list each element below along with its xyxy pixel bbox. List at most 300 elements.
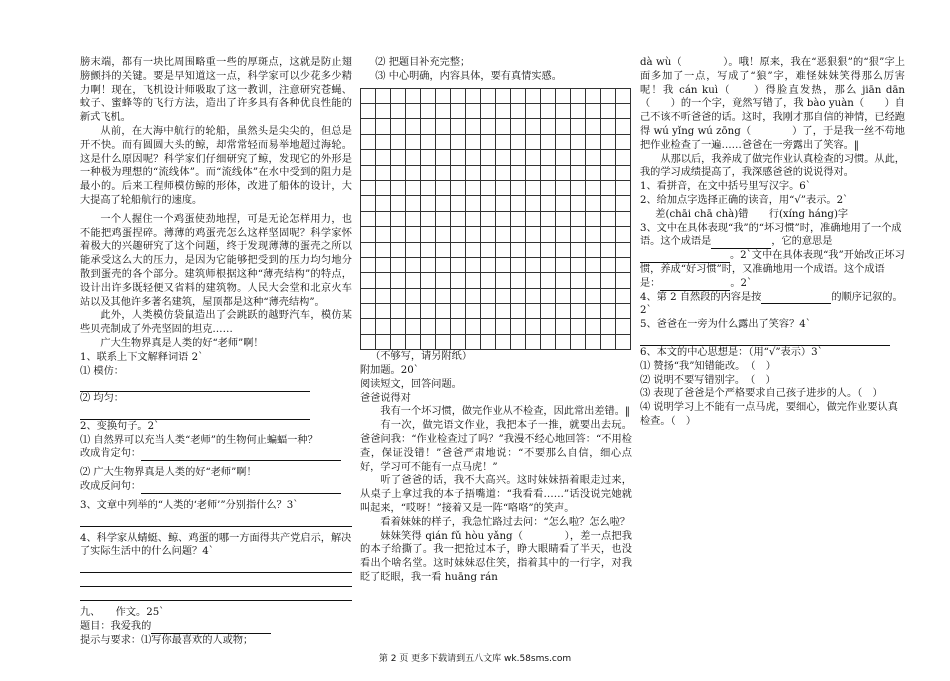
grid-cell[interactable] [481, 288, 496, 303]
grid-cell[interactable] [511, 227, 526, 242]
grid-cell[interactable] [466, 319, 481, 334]
answer-line[interactable] [80, 409, 310, 420]
grid-cell[interactable] [466, 257, 481, 272]
grid-cell[interactable] [481, 211, 496, 226]
grid-cell[interactable] [601, 134, 616, 149]
grid-cell[interactable] [616, 257, 631, 272]
grid-cell[interactable] [436, 288, 451, 303]
answer-line[interactable] [80, 381, 310, 392]
grid-cell[interactable] [496, 196, 511, 211]
grid-cell[interactable] [406, 88, 421, 103]
grid-cell[interactable] [361, 211, 376, 226]
grid-cell[interactable] [391, 334, 406, 349]
grid-cell[interactable] [541, 304, 556, 319]
grid-cell[interactable] [496, 319, 511, 334]
grid-cell[interactable] [511, 196, 526, 211]
grid-cell[interactable] [376, 334, 391, 349]
grid-cell[interactable] [451, 103, 466, 118]
grid-cell[interactable] [436, 257, 451, 272]
grid-cell[interactable] [361, 334, 376, 349]
grid-cell[interactable] [496, 273, 511, 288]
grid-cell[interactable] [526, 273, 541, 288]
grid-cell[interactable] [481, 180, 496, 195]
grid-cell[interactable] [406, 196, 421, 211]
grid-cell[interactable] [421, 304, 436, 319]
grid-cell[interactable] [481, 227, 496, 242]
grid-cell[interactable] [436, 304, 451, 319]
grid-cell[interactable] [406, 304, 421, 319]
grid-cell[interactable] [376, 242, 391, 257]
grid-cell[interactable] [421, 180, 436, 195]
grid-cell[interactable] [511, 165, 526, 180]
grid-cell[interactable] [451, 150, 466, 165]
grid-cell[interactable] [451, 119, 466, 134]
grid-cell[interactable] [586, 288, 601, 303]
grid-cell[interactable] [496, 180, 511, 195]
grid-cell[interactable] [496, 165, 511, 180]
grid-cell[interactable] [571, 257, 586, 272]
grid-cell[interactable] [466, 88, 481, 103]
grid-cell[interactable] [481, 165, 496, 180]
grid-cell[interactable] [616, 196, 631, 211]
grid-cell[interactable] [406, 288, 421, 303]
grid-cell[interactable] [481, 242, 496, 257]
grid-cell[interactable] [511, 288, 526, 303]
grid-cell[interactable] [571, 103, 586, 118]
grid-cell[interactable] [556, 150, 571, 165]
grid-cell[interactable] [586, 242, 601, 257]
title-blank[interactable] [151, 623, 271, 634]
grid-cell[interactable] [406, 227, 421, 242]
grid-cell[interactable] [496, 134, 511, 149]
grid-cell[interactable] [541, 227, 556, 242]
grid-cell[interactable] [586, 304, 601, 319]
grid-cell[interactable] [571, 134, 586, 149]
grid-cell[interactable] [511, 103, 526, 118]
grid-cell[interactable] [361, 165, 376, 180]
grid-cell[interactable] [511, 150, 526, 165]
answer-line[interactable] [711, 238, 771, 249]
grid-cell[interactable] [511, 304, 526, 319]
grid-cell[interactable] [376, 88, 391, 103]
grid-cell[interactable] [571, 88, 586, 103]
answer-line[interactable] [80, 513, 352, 527]
grid-cell[interactable] [391, 304, 406, 319]
grid-cell[interactable] [376, 134, 391, 149]
grid-cell[interactable] [496, 211, 511, 226]
grid-cell[interactable] [406, 273, 421, 288]
grid-cell[interactable] [616, 273, 631, 288]
grid-cell[interactable] [406, 119, 421, 134]
grid-cell[interactable] [556, 288, 571, 303]
grid-cell[interactable] [601, 88, 616, 103]
grid-cell[interactable] [481, 134, 496, 149]
grid-cell[interactable] [451, 211, 466, 226]
grid-cell[interactable] [526, 196, 541, 211]
grid-cell[interactable] [496, 227, 511, 242]
grid-cell[interactable] [526, 119, 541, 134]
grid-cell[interactable] [496, 242, 511, 257]
answer-line[interactable] [660, 280, 730, 291]
grid-cell[interactable] [541, 211, 556, 226]
grid-cell[interactable] [376, 103, 391, 118]
grid-cell[interactable] [421, 227, 436, 242]
grid-cell[interactable] [451, 165, 466, 180]
grid-cell[interactable] [376, 227, 391, 242]
grid-cell[interactable] [556, 227, 571, 242]
grid-cell[interactable] [436, 103, 451, 118]
grid-cell[interactable] [451, 273, 466, 288]
grid-cell[interactable] [466, 165, 481, 180]
grid-cell[interactable] [556, 242, 571, 257]
grid-cell[interactable] [361, 319, 376, 334]
answer-line[interactable] [141, 483, 341, 494]
grid-cell[interactable] [466, 180, 481, 195]
grid-cell[interactable] [496, 103, 511, 118]
grid-cell[interactable] [541, 257, 556, 272]
grid-cell[interactable] [391, 211, 406, 226]
grid-cell[interactable] [601, 165, 616, 180]
grid-cell[interactable] [376, 119, 391, 134]
grid-cell[interactable] [376, 288, 391, 303]
grid-cell[interactable] [466, 196, 481, 211]
grid-cell[interactable] [526, 150, 541, 165]
grid-cell[interactable] [541, 134, 556, 149]
grid-cell[interactable] [361, 88, 376, 103]
grid-cell[interactable] [391, 227, 406, 242]
grid-cell[interactable] [541, 180, 556, 195]
grid-cell[interactable] [361, 103, 376, 118]
grid-cell[interactable] [511, 180, 526, 195]
grid-cell[interactable] [451, 257, 466, 272]
grid-cell[interactable] [586, 119, 601, 134]
grid-cell[interactable] [571, 288, 586, 303]
grid-cell[interactable] [406, 180, 421, 195]
grid-cell[interactable] [526, 88, 541, 103]
grid-cell[interactable] [616, 211, 631, 226]
grid-cell[interactable] [571, 319, 586, 334]
grid-cell[interactable] [616, 288, 631, 303]
grid-cell[interactable] [406, 319, 421, 334]
grid-cell[interactable] [586, 103, 601, 118]
grid-cell[interactable] [361, 273, 376, 288]
grid-cell[interactable] [571, 180, 586, 195]
grid-cell[interactable] [406, 150, 421, 165]
grid-cell[interactable] [421, 242, 436, 257]
grid-cell[interactable] [361, 288, 376, 303]
grid-cell[interactable] [556, 304, 571, 319]
grid-cell[interactable] [511, 257, 526, 272]
grid-cell[interactable] [376, 150, 391, 165]
grid-cell[interactable] [586, 227, 601, 242]
grid-cell[interactable] [421, 273, 436, 288]
grid-cell[interactable] [616, 134, 631, 149]
grid-cell[interactable] [571, 196, 586, 211]
grid-cell[interactable] [496, 304, 511, 319]
grid-cell[interactable] [391, 88, 406, 103]
grid-cell[interactable] [571, 119, 586, 134]
grid-cell[interactable] [421, 319, 436, 334]
grid-cell[interactable] [436, 211, 451, 226]
grid-cell[interactable] [601, 180, 616, 195]
grid-cell[interactable] [541, 288, 556, 303]
grid-cell[interactable] [616, 304, 631, 319]
grid-cell[interactable] [526, 227, 541, 242]
grid-cell[interactable] [556, 334, 571, 349]
grid-cell[interactable] [601, 150, 616, 165]
grid-cell[interactable] [436, 88, 451, 103]
grid-cell[interactable] [571, 150, 586, 165]
grid-cell[interactable] [496, 88, 511, 103]
grid-cell[interactable] [616, 150, 631, 165]
grid-cell[interactable] [511, 88, 526, 103]
grid-cell[interactable] [466, 211, 481, 226]
grid-cell[interactable] [421, 165, 436, 180]
grid-cell[interactable] [481, 150, 496, 165]
option-2[interactable]: ⑵ 说明不要写错别字。 （ ） [640, 374, 776, 386]
grid-cell[interactable] [466, 273, 481, 288]
grid-cell[interactable] [361, 134, 376, 149]
grid-cell[interactable] [601, 273, 616, 288]
grid-cell[interactable] [586, 319, 601, 334]
grid-cell[interactable] [601, 319, 616, 334]
grid-cell[interactable] [451, 180, 466, 195]
grid-cell[interactable] [526, 288, 541, 303]
grid-cell[interactable] [556, 134, 571, 149]
grid-cell[interactable] [571, 165, 586, 180]
grid-cell[interactable] [466, 288, 481, 303]
grid-cell[interactable] [361, 119, 376, 134]
grid-cell[interactable] [496, 334, 511, 349]
grid-cell[interactable] [406, 211, 421, 226]
grid-cell[interactable] [556, 103, 571, 118]
grid-cell[interactable] [556, 165, 571, 180]
grid-cell[interactable] [421, 88, 436, 103]
grid-cell[interactable] [406, 257, 421, 272]
grid-cell[interactable] [541, 334, 556, 349]
option-3[interactable]: ⑶ 表现了爸爸是个严格要求自己孩子进步的人。（ ） [640, 388, 883, 400]
grid-cell[interactable] [526, 257, 541, 272]
grid-cell[interactable] [451, 196, 466, 211]
grid-cell[interactable] [436, 196, 451, 211]
grid-cell[interactable] [511, 334, 526, 349]
grid-cell[interactable] [406, 134, 421, 149]
grid-cell[interactable] [451, 134, 466, 149]
grid-cell[interactable] [406, 242, 421, 257]
grid-cell[interactable] [556, 319, 571, 334]
grid-cell[interactable] [391, 134, 406, 149]
grid-cell[interactable] [586, 180, 601, 195]
grid-cell[interactable] [586, 150, 601, 165]
grid-cell[interactable] [361, 304, 376, 319]
grid-cell[interactable] [451, 242, 466, 257]
grid-cell[interactable] [361, 180, 376, 195]
grid-cell[interactable] [496, 288, 511, 303]
option-4[interactable]: ⑷ 说明学习上不能有一点马虎，要细心，做完作业要认真检查。（ ） [640, 402, 898, 427]
grid-cell[interactable] [481, 273, 496, 288]
answer-line[interactable] [80, 559, 352, 573]
grid-cell[interactable] [421, 211, 436, 226]
writing-grid[interactable] [360, 88, 631, 351]
grid-cell[interactable] [616, 103, 631, 118]
grid-cell[interactable] [556, 257, 571, 272]
answer-line[interactable] [80, 573, 352, 587]
grid-cell[interactable] [586, 134, 601, 149]
grid-cell[interactable] [391, 288, 406, 303]
grid-cell[interactable] [616, 165, 631, 180]
grid-cell[interactable] [361, 196, 376, 211]
grid-cell[interactable] [361, 227, 376, 242]
grid-cell[interactable] [481, 119, 496, 134]
grid-cell[interactable] [601, 103, 616, 118]
grid-cell[interactable] [376, 273, 391, 288]
grid-cell[interactable] [526, 211, 541, 226]
grid-cell[interactable] [526, 134, 541, 149]
grid-cell[interactable] [436, 319, 451, 334]
grid-cell[interactable] [436, 242, 451, 257]
grid-cell[interactable] [601, 334, 616, 349]
grid-cell[interactable] [526, 304, 541, 319]
grid-cell[interactable] [526, 165, 541, 180]
grid-cell[interactable] [556, 180, 571, 195]
grid-cell[interactable] [616, 319, 631, 334]
grid-cell[interactable] [361, 150, 376, 165]
grid-cell[interactable] [376, 196, 391, 211]
grid-cell[interactable] [436, 165, 451, 180]
grid-cell[interactable] [511, 319, 526, 334]
grid-cell[interactable] [376, 304, 391, 319]
grid-cell[interactable] [541, 242, 556, 257]
grid-cell[interactable] [616, 180, 631, 195]
grid-cell[interactable] [616, 119, 631, 134]
grid-cell[interactable] [376, 319, 391, 334]
grid-cell[interactable] [451, 227, 466, 242]
grid-cell[interactable] [586, 196, 601, 211]
grid-cell[interactable] [481, 196, 496, 211]
grid-cell[interactable] [466, 242, 481, 257]
grid-cell[interactable] [511, 119, 526, 134]
grid-cell[interactable] [526, 103, 541, 118]
grid-cell[interactable] [421, 119, 436, 134]
option-1[interactable]: ⑴ 赞扬“我”知错能改。 （ ） [640, 360, 776, 372]
grid-cell[interactable] [526, 180, 541, 195]
grid-cell[interactable] [541, 319, 556, 334]
grid-cell[interactable] [481, 334, 496, 349]
grid-cell[interactable] [601, 304, 616, 319]
grid-cell[interactable] [541, 103, 556, 118]
grid-cell[interactable] [511, 242, 526, 257]
grid-cell[interactable] [466, 103, 481, 118]
grid-cell[interactable] [586, 165, 601, 180]
grid-cell[interactable] [571, 273, 586, 288]
grid-cell[interactable] [601, 211, 616, 226]
grid-cell[interactable] [451, 288, 466, 303]
grid-cell[interactable] [586, 334, 601, 349]
answer-line[interactable] [761, 293, 831, 304]
grid-cell[interactable] [496, 257, 511, 272]
grid-cell[interactable] [571, 242, 586, 257]
grid-cell[interactable] [586, 257, 601, 272]
grid-cell[interactable] [436, 180, 451, 195]
grid-cell[interactable] [421, 288, 436, 303]
grid-cell[interactable] [451, 304, 466, 319]
grid-cell[interactable] [556, 119, 571, 134]
grid-cell[interactable] [481, 319, 496, 334]
grid-cell[interactable] [466, 227, 481, 242]
grid-cell[interactable] [601, 227, 616, 242]
grid-cell[interactable] [481, 257, 496, 272]
grid-cell[interactable] [541, 273, 556, 288]
grid-cell[interactable] [466, 119, 481, 134]
answer-line[interactable] [141, 450, 341, 461]
grid-cell[interactable] [571, 334, 586, 349]
grid-cell[interactable] [466, 304, 481, 319]
grid-cell[interactable] [556, 88, 571, 103]
grid-cell[interactable] [466, 334, 481, 349]
grid-cell[interactable] [601, 196, 616, 211]
grid-cell[interactable] [391, 319, 406, 334]
grid-cell[interactable] [451, 334, 466, 349]
grid-cell[interactable] [421, 103, 436, 118]
grid-cell[interactable] [541, 196, 556, 211]
grid-cell[interactable] [601, 242, 616, 257]
grid-cell[interactable] [421, 150, 436, 165]
grid-cell[interactable] [391, 196, 406, 211]
grid-cell[interactable] [436, 150, 451, 165]
grid-cell[interactable] [421, 196, 436, 211]
grid-cell[interactable] [526, 242, 541, 257]
grid-cell[interactable] [466, 150, 481, 165]
grid-cell[interactable] [601, 119, 616, 134]
grid-cell[interactable] [376, 180, 391, 195]
answer-line[interactable] [80, 587, 352, 601]
grid-cell[interactable] [571, 211, 586, 226]
grid-cell[interactable] [511, 273, 526, 288]
grid-cell[interactable] [541, 165, 556, 180]
grid-cell[interactable] [451, 319, 466, 334]
grid-cell[interactable] [586, 88, 601, 103]
grid-cell[interactable] [556, 273, 571, 288]
grid-cell[interactable] [541, 119, 556, 134]
grid-cell[interactable] [391, 103, 406, 118]
grid-cell[interactable] [571, 304, 586, 319]
grid-cell[interactable] [511, 134, 526, 149]
grid-cell[interactable] [421, 134, 436, 149]
grid-cell[interactable] [616, 88, 631, 103]
grid-cell[interactable] [421, 257, 436, 272]
grid-cell[interactable] [376, 165, 391, 180]
grid-cell[interactable] [526, 334, 541, 349]
grid-cell[interactable] [586, 211, 601, 226]
grid-cell[interactable] [436, 334, 451, 349]
grid-cell[interactable] [376, 211, 391, 226]
grid-cell[interactable] [556, 211, 571, 226]
grid-cell[interactable] [436, 119, 451, 134]
grid-cell[interactable] [391, 119, 406, 134]
grid-cell[interactable] [361, 257, 376, 272]
grid-cell[interactable] [421, 334, 436, 349]
grid-cell[interactable] [616, 227, 631, 242]
grid-cell[interactable] [436, 273, 451, 288]
grid-cell[interactable] [481, 88, 496, 103]
grid-cell[interactable] [361, 242, 376, 257]
grid-cell[interactable] [556, 196, 571, 211]
grid-cell[interactable] [616, 334, 631, 349]
answer-line[interactable] [640, 332, 890, 346]
grid-cell[interactable] [496, 150, 511, 165]
grid-cell[interactable] [451, 88, 466, 103]
grid-cell[interactable] [601, 288, 616, 303]
